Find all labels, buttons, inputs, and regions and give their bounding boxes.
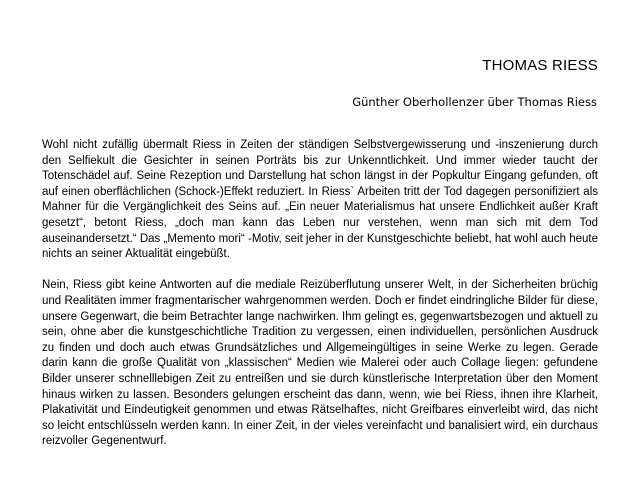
paragraph-2: Nein, Riess gibt keine Antworten auf die mediale Reizüberflutung unserer Welt, in der Sicherheiten brüchig und Realitäten immer fragmentarischer wahrgenommen werden. Doch er findet eindringliche Bilder für diese, unsere Gegenwart, die beim Betrachter lange nachwirken. Ihm gelingt es, gegenwartsbezogen und aktuell zu sein, ohne aber die kunstgeschichtliche Tradition zu vergessen, einen individuellen, persönlichen Ausdruck zu finden und doch auch etwas Grundsätzliches und Allgemeingültiges in seine Werke zu legen. Gerade darin kann die große Qualität von „klassischen“ Medien wie Malerei oder auch Collage liegen: gefundene Bilder unserer schnelllebigen Zeit zu entreißen und sie durch künstlerische Interpretation über den Moment hinaus wirken zu lassen. Besonders gelungen erscheint das dann, wenn, wie bei Riess, ihnen ihre Klarheit, Plakativität und Eindeutigkeit genommen und etwas Rätselhaftes, nicht Greifbares einverleibt wird, das nicht so leicht entschlüsseln werden kann. In einer Zeit, in der vieles vereinfacht und banalisiert wird, ein durchaus reizvoller Gegenentwurf. [42,279,598,448]
author-subtitle: Günther Oberhollenzer über Thomas Riess [352,95,597,109]
paragraph-1: Wohl nicht zufällig übermalt Riess in Zeiten der ständigen Selbstvergewisserung und -inszenierung durch den Selfiekult die Gesichter in seinen Porträts bis zur Unkenntlichkeit. Und immer wieder taucht der Totenschädel auf. Seine Rezeption und Darstellung hat schon längst in der Popkultur Eingang gefunden, oft auf einen oberflächlichen (Schock-)Effekt reduziert. In Riess` Arbeiten tritt der Tod dagegen personifiziert als Mahner für die Vergänglichkeit des Seins auf. „Ein neuer Materialismus hat unsere Endlichkeit außer Kraft gesetzt“, betont Riess, „doch man kann das Leben nur verstehen, wenn man sich mit dem Tod auseinandersetzt.“ Das „Memento mori“ -Motiv, seit jeher in der Kunstgeschichte beliebt, hat wohl auch heute nichts an seiner Aktualität eingebüßt. [42,139,598,261]
article-body [42,138,598,465]
page-title: THOMAS RIESS [482,57,598,74]
